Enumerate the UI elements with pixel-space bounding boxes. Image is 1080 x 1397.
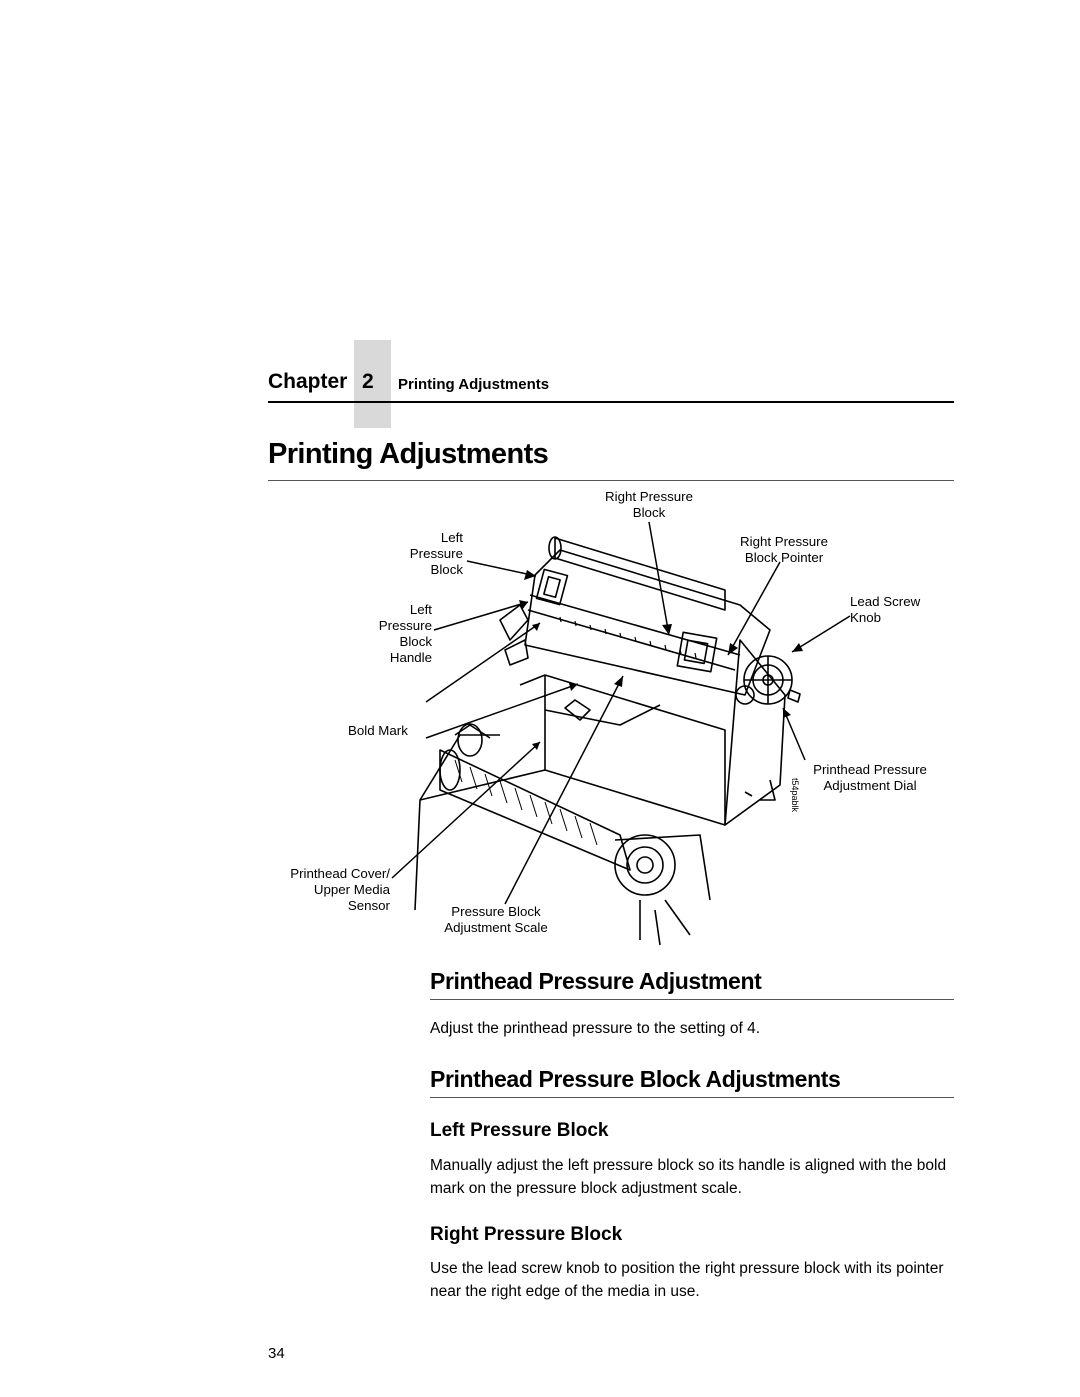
label-right-pressure-block: Right Pressure Block xyxy=(605,489,693,520)
page-number: 34 xyxy=(268,1345,285,1362)
label-right-pressure-block-pointer: Right Pressure Block Pointer xyxy=(740,534,828,565)
heading-right-pressure-block: Right Pressure Block xyxy=(430,1224,623,1245)
page-title: Printing Adjustments xyxy=(268,438,549,470)
label-bold-mark: Bold Mark xyxy=(348,723,408,738)
section-rule xyxy=(430,1097,954,1098)
label-printhead-pressure-adjustment-dial: Printhead Pressure Adjustment Dial xyxy=(813,762,927,793)
heading-pressure-block-adjustments: Printhead Pressure Block Adjustments xyxy=(430,1066,841,1092)
left-pressure-block-text: Manually adjust the left pressure block so its handle is aligned with the bold mark on the pressure block adjustment scale. xyxy=(430,1157,947,1197)
header-rule xyxy=(268,401,954,403)
figure-code: t54pablk xyxy=(790,778,800,813)
section-rule xyxy=(430,999,954,1000)
right-pressure-block-text: Use the lead screw knob to position the right pressure block with its pointer near the right edge of the media in use. xyxy=(430,1260,944,1300)
chapter-number: 2 xyxy=(362,370,374,393)
chapter-word: Chapter xyxy=(268,370,348,393)
label-left-pressure-block-handle: Left Pressure Block Handle xyxy=(378,602,432,665)
heading-left-pressure-block: Left Pressure Block xyxy=(430,1120,609,1141)
heading-printhead-pressure-adjustment: Printhead Pressure Adjustment xyxy=(430,968,762,994)
label-pressure-block-adjustment-scale: Pressure Block Adjustment Scale xyxy=(444,904,548,935)
printer-drawing xyxy=(415,537,800,945)
chapter-title: Printing Adjustments xyxy=(398,376,550,393)
label-left-pressure-block: Left Pressure Block xyxy=(409,530,463,577)
printer-mechanism-figure xyxy=(0,480,1080,950)
label-printhead-cover-upper-media-sensor: Printhead Cover/ Upper Media Sensor xyxy=(290,866,390,913)
printhead-pressure-text: Adjust the printhead pressure to the setting of 4. xyxy=(430,1020,761,1037)
label-lead-screw-knob: Lead Screw Knob xyxy=(850,594,921,625)
